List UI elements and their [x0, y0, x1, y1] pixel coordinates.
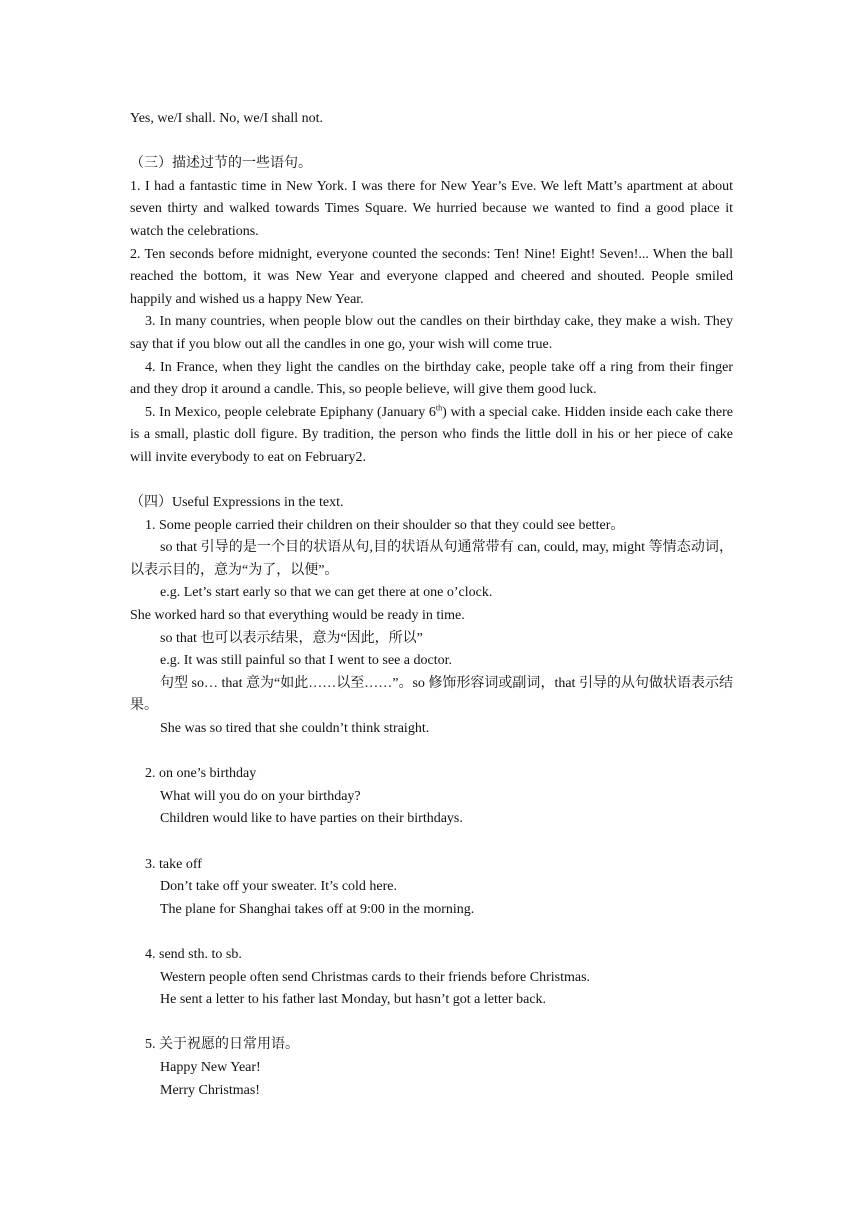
section-3-paragraph-1: 1. I had a fantastic time in New York. I was there for New Year’s Eve. We left Matt’s apartment at about seven thirty and walked towards Times Square. We hurried because we wanted to find a good place it watch the celebrations.	[130, 178, 733, 239]
section-3-paragraph-5	[130, 402, 733, 470]
expression-5-example: Merry Christmas!	[160, 1082, 260, 1098]
expression-1-example-2: She worked hard so that everything would be ready in time.	[130, 608, 465, 624]
spacer	[130, 831, 733, 854]
section-3-paragraph-3: 3. In many countries, when people blow out the candles on their birthday cake, they make a wish. They say that if you blow out all the candles in one go, your wish will come true.	[130, 314, 733, 352]
expression-2-example: Children would like to have parties on their birthdays.	[160, 811, 463, 827]
expression-1-note-1: so that 引导的是一个目的状语从句,目的状语从句通常带有 can, could, may, might 等情态动词，以表示目的，意为“为了，以便”。	[130, 540, 733, 578]
expression-2-example: What will you do on your birthday?	[160, 788, 361, 804]
spacer	[130, 470, 733, 493]
expression-4-title: 4. send sth. to sb.	[145, 946, 242, 962]
ordinal-superscript: th	[435, 403, 443, 413]
expression-4-example: Western people often send Christmas cards to their friends before Christmas.	[160, 969, 591, 985]
expression-1-note-2: so that 也可以表示结果，意为“因此，所以”	[160, 630, 423, 646]
expression-1-example-4: She was so tired that she couldn’t think straight.	[160, 721, 430, 737]
section-3-paragraph-2: 2. Ten seconds before midnight, everyone counted the seconds: Ten! Nine! Eight! Seven!... When the ball reached the bottom, it was New Year and everyone clapped and cheered and shouted. People smiled happily and wished us a happy New Year.	[130, 246, 733, 307]
spacer	[130, 131, 733, 154]
expression-5-title: 5. 关于祝愿的日常用语。	[145, 1037, 299, 1053]
paragraph-5-text-b: ) with a special cake. Hidden inside each cake there is a small, plastic doll figure. By tradition, the person who finds the little doll in his or her piece of cake will invite everybody to eat on February2.	[130, 404, 733, 465]
answer-line: Yes, we/I shall. No, we/I shall not.	[130, 111, 324, 126]
section-3-heading: （三）描述过节的一些语句。	[130, 156, 312, 172]
spacer	[130, 1012, 733, 1035]
expression-3-title: 3. take off	[145, 856, 202, 872]
expression-4-example: He sent a letter to his father last Monday, but hasn’t got a letter back.	[160, 992, 547, 1008]
expression-5-example: Happy New Year!	[160, 1059, 261, 1075]
expression-3-example: Don’t take off your sweater. It’s cold here.	[160, 879, 398, 895]
expression-1-note-3: 句型 so… that 意为“如此……以至……”。so 修饰形容词或副词，that 引导的从句做状语表示结果。	[130, 675, 733, 714]
expression-1-title: 1. Some people carried their children on their shoulder so that they could see better。	[145, 517, 625, 533]
section-3-paragraph-4: 4. In France, when they light the candles on the birthday cake, people take off a ring from their finger and they drop it around a candle. This, so people believe, will give them good luck.	[130, 359, 733, 398]
expression-2-title: 2. on one’s birthday	[145, 766, 257, 782]
paragraph-5-text-a: 5. In Mexico, people celebrate Epiphany (January 6	[145, 404, 436, 420]
expression-3-example: The plane for Shanghai takes off at 9:00 in the morning.	[160, 901, 475, 917]
section-4-heading: （四）Useful Expressions in the text.	[130, 495, 344, 511]
document-page	[130, 108, 733, 1102]
expression-1-example-1: e.g. Let’s start early so that we can get there at one o’clock.	[160, 585, 493, 601]
spacer	[130, 921, 733, 944]
expression-1-example-3: e.g. It was still painful so that I went to see a doctor.	[160, 653, 452, 669]
spacer	[130, 741, 733, 764]
